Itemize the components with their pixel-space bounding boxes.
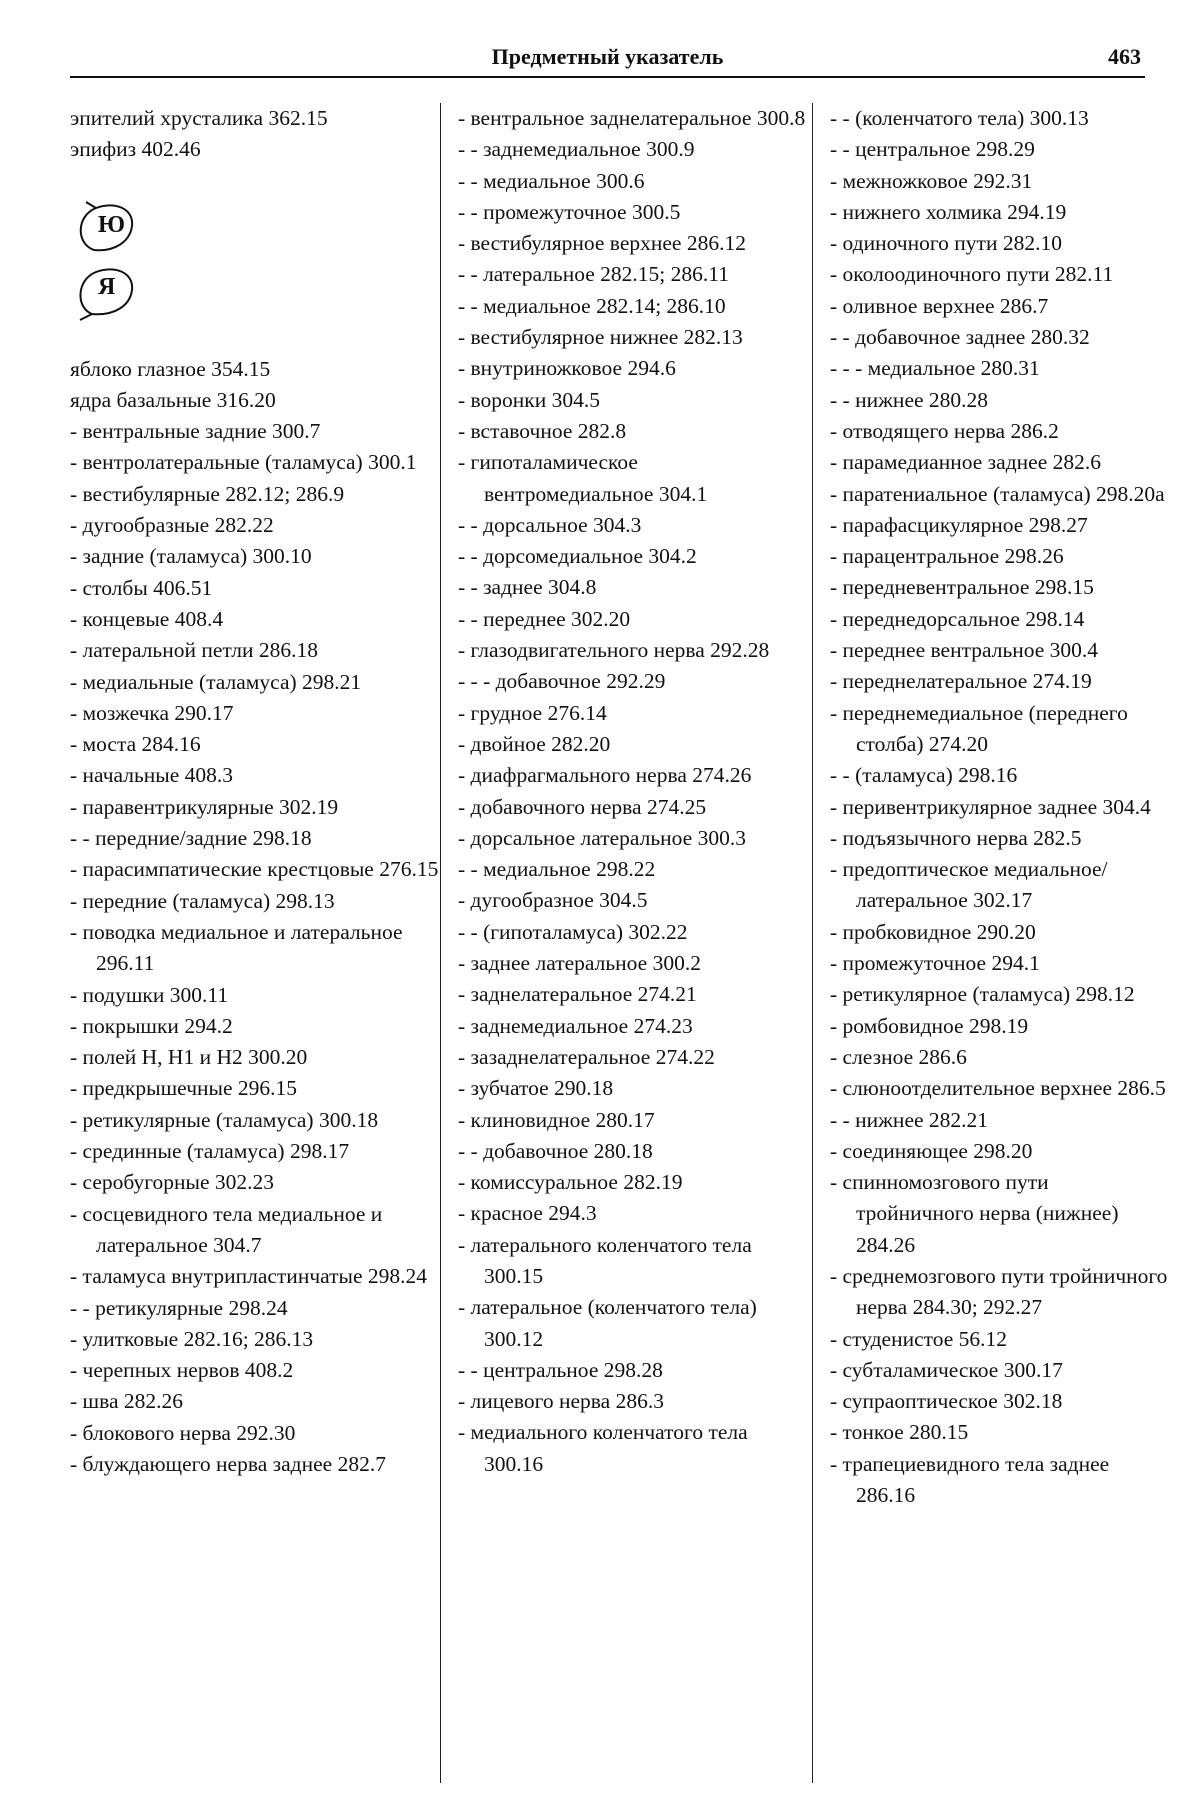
index-entry: ядра базальные 316.20 (70, 387, 276, 412)
index-entry: - покрышки 294.2 (70, 1013, 233, 1038)
index-entry: - слезное 286.6 (830, 1044, 967, 1069)
index-column-2 (458, 103, 808, 1480)
index-entry: эпифиз 402.46 (70, 137, 201, 162)
index-entry: - начальные 408.3 (70, 763, 234, 788)
index-entry: - зазаднелатеральное 274.22 (458, 1044, 715, 1069)
index-entry: - столбы 406.51 (70, 575, 213, 600)
index-entry: - - медиальное 298.22 (458, 857, 656, 882)
index-entry: - вентролатеральные (таламуса) 300.1 (70, 450, 417, 475)
entry-list (458, 103, 808, 1480)
index-entry: - срединные (таламуса) 298.17 (70, 1139, 350, 1164)
index-entry: - блуждающего нерва заднее 282.7 (70, 1451, 386, 1476)
index-entry: - вентральное заднелатеральное 300.8 (458, 106, 806, 130)
index-entry: - тонкое 280.15 (830, 1420, 969, 1445)
index-entry: - серобугорные 302.23 (70, 1170, 275, 1195)
index-entry: - лицевого нерва 286.3 (458, 1389, 664, 1414)
index-entry: - предкрышечные 296.15 (70, 1076, 297, 1101)
entry-list (70, 354, 440, 1481)
index-entry: - - (гипоталамуса) 302.22 (458, 919, 688, 944)
index-entry: - сосцевидного тела медиальное и латеральное 304.7 (70, 1201, 383, 1257)
index-entry: - парамедианное заднее 282.6 (830, 450, 1101, 475)
index-entry: - межножковое 292.31 (830, 168, 1033, 193)
index-entry: - дугообразное 304.5 (458, 888, 648, 913)
index-entry: - переднедорсальное 298.14 (830, 606, 1085, 631)
index-entry: - внутриножковое 294.6 (458, 356, 676, 381)
index-entry: - латеральное (коленчатого тела) 300.12 (458, 1295, 757, 1351)
index-entry: - - - медиальное 280.31 (830, 356, 1040, 381)
index-entry: - - промежуточное 300.5 (458, 199, 681, 224)
index-entry: - латеральной петли 286.18 (70, 638, 318, 663)
index-entry: - поводка медиальное и латеральное 296.11 (70, 919, 403, 976)
index-entry: - - центральное 298.29 (830, 137, 1035, 162)
index-entry: - - заднее 304.8 (458, 575, 597, 600)
index-entry: - двойное 282.20 (458, 731, 611, 756)
index-entry: - - медиальное 300.6 (458, 168, 645, 193)
index-entry: - вестибулярные 282.12; 286.9 (70, 481, 345, 506)
column-divider (812, 103, 813, 1783)
index-entry: - воронки 304.5 (458, 387, 600, 412)
index-entry: - шва 282.26 (70, 1389, 184, 1414)
index-entry: - - ретикулярные 298.24 (70, 1295, 288, 1320)
index-entry: - красное 294.3 (458, 1201, 597, 1226)
index-entry: - клиновидное 280.17 (458, 1107, 655, 1132)
index-entry: эпителий хрусталика 362.15 (70, 106, 328, 130)
index-entry: - дорсальное латеральное 300.3 (458, 825, 746, 850)
index-entry: - парасимпатические крестцовые 276.15 (70, 857, 439, 882)
page-number: 463 (1108, 44, 1141, 69)
section-letter-yu (74, 198, 440, 260)
index-entry: - - (коленчатого тела) 300.13 (830, 106, 1089, 130)
index-entry: - субталамическое 300.17 (830, 1357, 1063, 1382)
index-entry: яблоко глазное 354.15 (70, 356, 271, 381)
index-entry: - мозжечка 290.17 (70, 700, 234, 725)
index-entry: - заднелатеральное 274.21 (458, 982, 697, 1007)
index-entry: - - добавочное заднее 280.32 (830, 325, 1090, 350)
index-entry: - - заднемедиальное 300.9 (458, 137, 695, 162)
index-column-3 (830, 103, 1170, 1511)
index-entry: - вестибулярное верхнее 286.12 (458, 231, 746, 256)
index-entry: - - нижнее 280.28 (830, 387, 989, 412)
index-entry: - соединяющее 298.20 (830, 1138, 1033, 1163)
index-entry: - - добавочное 280.18 (458, 1138, 653, 1163)
index-entry: - добавочного нерва 274.25 (458, 794, 707, 819)
index-entry: - латерального коленчатого тела 300.15 (458, 1232, 752, 1288)
index-entry: - моста 284.16 (70, 732, 201, 757)
index-entry: - гипоталамическое вентромедиальное 304.1 (458, 450, 708, 506)
index-entry: - - переднее 302.20 (458, 606, 631, 631)
index-entry: - ромбовидное 298.19 (830, 1013, 1029, 1038)
index-entry: - переднелатеральное 274.19 (830, 669, 1092, 694)
running-header (70, 40, 1145, 78)
index-entry: - трапециевидного тела заднее 286.16 (830, 1451, 1110, 1508)
column-divider (440, 103, 441, 1783)
index-entry: - блокового нерва 292.30 (70, 1420, 296, 1445)
index-entry: - подъязычного нерва 282.5 (830, 825, 1082, 850)
index-entry: - пробковидное 290.20 (830, 919, 1036, 944)
index-entry: - зубчатое 290.18 (458, 1076, 614, 1101)
index-entry: - черепных нервов 408.2 (70, 1358, 294, 1383)
index-entry: - дугообразные 282.22 (70, 513, 274, 538)
index-entry: - парацентральное 298.26 (830, 544, 1064, 569)
index-entry: - - (таламуса) 298.16 (830, 763, 1018, 788)
index-entry: - задние (таламуса) 300.10 (70, 544, 312, 569)
index-entry: - глазодвигательного нерва 292.28 (458, 638, 770, 663)
index-entry: - подушки 300.11 (70, 982, 229, 1007)
index-entry: - вентральные задние 300.7 (70, 419, 321, 444)
index-entry: - ретикулярные (таламуса) 300.18 (70, 1107, 379, 1132)
index-entry: - грудное 276.14 (458, 700, 607, 725)
index-entry: - паратениальное (таламуса) 298.20а (830, 481, 1165, 506)
section-letter-ya (74, 260, 440, 322)
index-entry: - заднее латеральное 300.2 (458, 951, 701, 976)
index-entry: - среднемозгового пути тройничного нерва 284.30; 292.27 (830, 1263, 1168, 1320)
index-entry: - спинномозгового пути тройничного нерва (нижнее) 284.26 (830, 1170, 1119, 1257)
index-column-1 (70, 103, 440, 1480)
index-entry: - переднемедиальное (переднего столба) 274.20 (830, 700, 1128, 756)
spacer (70, 166, 440, 198)
index-entry: - полей Н, Н1 и Н2 300.20 (70, 1045, 308, 1070)
index-entry: - медиальные (таламуса) 298.21 (70, 669, 362, 694)
index-entry: - передневентральное 298.15 (830, 575, 1094, 600)
index-entry: - - медиальное 282.14; 286.10 (458, 293, 726, 318)
index-entry: - промежуточное 294.1 (830, 951, 1040, 976)
entry-list (830, 103, 1170, 1511)
index-entry: - - дорсомедиальное 304.2 (458, 544, 697, 569)
index-entry: - концевые 408.4 (70, 606, 224, 631)
index-entry: - нижнего холмика 294.19 (830, 199, 1067, 224)
index-entry: - заднемедиальное 274.23 (458, 1013, 693, 1038)
index-entry: - предоптическое медиальное/латеральное 302.17 (830, 857, 1108, 913)
index-entry: - вставочное 282.8 (458, 418, 627, 443)
section-letter: Я (98, 273, 116, 300)
index-entry: - - нижнее 282.21 (830, 1107, 989, 1132)
index-entry: - диафрагмального нерва 274.26 (458, 763, 752, 788)
index-entry: - вестибулярное нижнее 282.13 (458, 325, 743, 350)
spacer (70, 322, 440, 354)
index-entry: - улитковые 282.16; 286.13 (70, 1326, 314, 1351)
index-entry: - одиночного пути 282.10 (830, 231, 1062, 256)
index-entry: - - латеральное 282.15; 286.11 (458, 262, 729, 287)
index-entry: - - дорсальное 304.3 (458, 512, 642, 537)
index-entry: - медиального коленчатого тела 300.16 (458, 1420, 748, 1476)
index-entry: - парафасцикулярное 298.27 (830, 512, 1088, 537)
index-entry: - супраоптическое 302.18 (830, 1389, 1063, 1414)
index-entry: - передние (таламуса) 298.13 (70, 888, 335, 913)
index-entry: - - передние/задние 298.18 (70, 826, 312, 851)
section-letter: Ю (98, 211, 126, 238)
header-title: Предметный указатель (491, 44, 724, 69)
index-entry: - перивентрикулярное заднее 304.4 (830, 794, 1151, 819)
index-entry: - - - добавочное 292.29 (458, 669, 666, 694)
index-entry: - студенистое 56.12 (830, 1326, 1008, 1351)
index-entry: - околоодиночного пути 282.11 (830, 262, 1114, 287)
index-entry: - переднее вентральное 300.4 (830, 638, 1099, 663)
index-entry: - таламуса внутрипластинчатые 298.24 (70, 1264, 428, 1289)
index-entry: - оливное верхнее 286.7 (830, 293, 1049, 318)
index-entry: - - центральное 298.28 (458, 1357, 663, 1382)
index-entry: - отводящего нерва 286.2 (830, 418, 1059, 443)
index-entry: - ретикулярное (таламуса) 298.12 (830, 982, 1135, 1007)
index-entry: - комиссуральное 282.19 (458, 1170, 683, 1195)
index-entry: - слюноотделительное верхнее 286.5 (830, 1076, 1166, 1101)
index-entry: - паравентрикулярные 302.19 (70, 794, 339, 819)
